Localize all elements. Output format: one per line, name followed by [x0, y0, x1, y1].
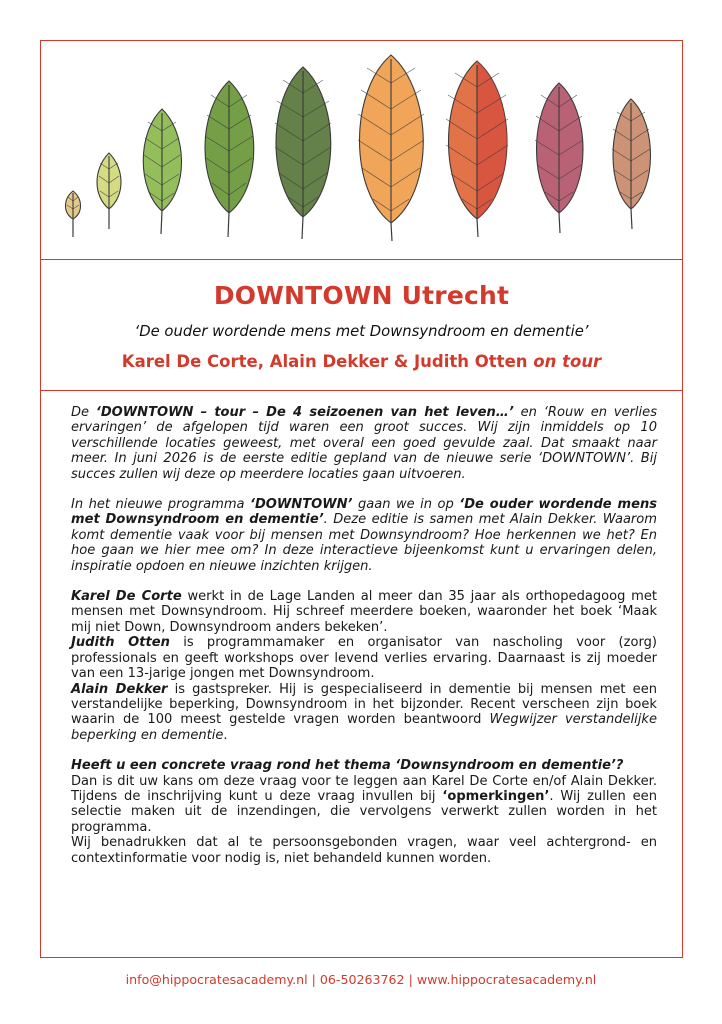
p1-t1: De [71, 405, 96, 420]
p1-t2: ‘DOWNTOWN – tour – De 4 seizoenen van het leven…’ [95, 405, 514, 420]
alain-book: Wegwijzer verstandelijke beperking en dementie [71, 712, 657, 743]
judith-text: is programmamaker en organisator van nascholing voor (zorg) professionals en geeft workshops over levend verlies ervaring. Daarnaast is zij moeder van een 13-jarige jongen met Downsyndroom. [71, 635, 657, 682]
leaves-illustration [41, 41, 682, 259]
p2-t3: gaan we in op [352, 497, 460, 513]
program-paragraph [71, 497, 657, 574]
p2-t2: ‘DOWNTOWN’ [250, 497, 353, 513]
footer-separator: | [404, 972, 417, 987]
disclaimer-paragraph: Wij benadrukken dat al te persoonsgebonden vragen, waar veel achtergrond- en contextinformatie voor nodig is, niet behandeld kunnen worden. [71, 835, 657, 866]
authors-suffix: on tour [533, 352, 602, 371]
footer-separator: | [307, 972, 320, 987]
spacer [71, 574, 657, 589]
question-heading [71, 758, 657, 773]
leaf-4-icon [205, 81, 254, 237]
alain-name: Alain Dekker [71, 681, 168, 697]
question-heading-text: Heeft u een concrete vraag rond het thema ‘Downsyndroom en dementie’? [71, 758, 624, 774]
footer-email[interactable]: info@hippocratesacademy.nl [125, 972, 308, 987]
page-subtitle: ‘De ouder wordende mens met Downsyndroom en dementie’ [134, 323, 589, 340]
q-t1: Dan is dit uw kans om deze vraag voor te leggen aan Karel De Corte en/of Alain Dekker. Tijdens de inschrijving kunt u deze vraag invullen bij [71, 773, 657, 804]
question-paragraph [71, 774, 657, 836]
q-t3: . Wij zullen een selectie maken uit de inzendingen, die vervolgens verwerkt zullen worden in het programma. [71, 788, 657, 835]
spacer [71, 743, 657, 758]
q-t2: ‘opmerkingen’ [442, 788, 550, 804]
contact-footer [0, 972, 722, 987]
footer-phone[interactable]: 06-50263762 [319, 972, 405, 987]
judith-paragraph [71, 635, 657, 681]
page-title: DOWNTOWN Utrecht [213, 281, 510, 310]
judith-name: Judith Otten [71, 635, 170, 651]
leaf-1-icon [66, 191, 81, 237]
p2-t1: In het nieuwe programma [71, 497, 251, 513]
body-text [71, 405, 657, 866]
leaf-7-icon [449, 61, 508, 237]
p2-t4: ‘De ouder wordende mens met Downsyndroom en dementie’ [71, 497, 658, 528]
alain-text: is gastspreker. Hij is gespecialiseerd in dementie bij mensen met een verstandelijke beperking, Downsyndroom in het bijzonder. Recent verscheen zijn boek waarin de 100 meest gestelde vragen worden beantwoord [71, 681, 657, 728]
authors-names: Karel De Corte, Alain Dekker & Judith Otten [121, 352, 528, 371]
title-block [41, 259, 682, 390]
leaf-8-icon [537, 83, 584, 233]
p1-t3: en ‘Rouw en verlies ervaringen’ de afgelopen tijd waren een groot succes. Wij zijn inmiddels op 10 verschillende locaties geweest, met overal een goed gevulde zaal. Dat smaakt naar meer. In juni 2026 is de eerste editie gepland van de nieuwe serie ‘DOWNTOWN’. Bij succes zullen wij deze op meerdere locaties gaan uitvoeren. [71, 405, 657, 482]
karel-paragraph [71, 589, 657, 635]
alain-end: . [223, 727, 228, 743]
leaf-3-icon [143, 109, 181, 234]
authors-line [41, 352, 682, 371]
footer-website[interactable]: www.hippocratesacademy.nl [416, 972, 597, 987]
spacer [71, 482, 657, 497]
middle-divider [41, 390, 682, 391]
karel-name: Karel De Corte [71, 589, 182, 605]
alain-paragraph [71, 682, 657, 744]
leaves-svg [41, 41, 682, 257]
leaf-9-icon [613, 99, 651, 229]
intro-paragraph [71, 405, 657, 482]
p2-t5: . Deze editie is samen met Alain Dekker. Waarom komt dementie vaak voor bij mensen met Downsyndroom? Hoe herkennen we het? En hoe gaan we hier mee om? In deze interactieve bijeenkomst kunt u ervaringen delen, inspiratie opdoen en nieuwe inzichten krijgen. [71, 512, 657, 574]
karel-text: werkt in de Lage Landen al meer dan 35 jaar als orthopedagoog met mensen met Downsyndroom. Hij schreef meerdere boeken, waaronder het boek ‘Maak mij niet Down, Downsyndroom anders bekeken’. [71, 589, 657, 635]
poster-frame [40, 40, 683, 958]
